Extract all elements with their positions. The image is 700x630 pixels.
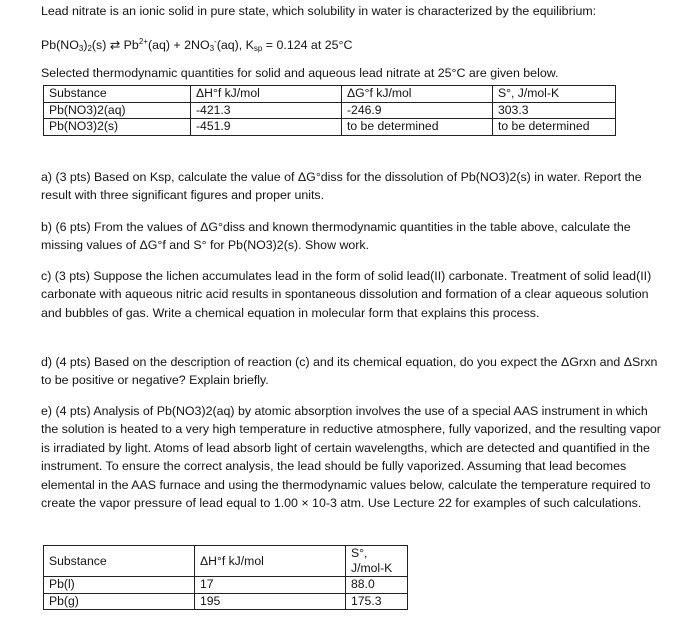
- header-cell: ΔG°f kJ/mol: [342, 86, 493, 103]
- table-cell: -246.9: [342, 102, 493, 119]
- header-cell: Substance: [44, 546, 195, 577]
- table-cell: 175.3: [346, 593, 408, 610]
- equilibrium-equation: $Pb(NO_3)_2(s)$ ⇄ $Pb^{2+}(aq) + 2NO_3^-(aq)$, $K_{sp} = 0.124$ at 25°C: [41, 37, 353, 53]
- header-cell: Substance: [44, 86, 191, 103]
- table-cell: -421.3: [191, 102, 342, 119]
- table-cell: -451.9: [191, 119, 342, 136]
- header-cell: ΔH°f kJ/mol: [195, 546, 346, 577]
- table-cell: 88.0: [346, 577, 408, 594]
- header-cell: ΔH°f kJ/mol: [191, 86, 342, 103]
- table-caption: Selected thermodynamic quantities for solid and aqueous lead nitrate at 25°C are given below.: [41, 66, 559, 80]
- table-cell: to be determined: [493, 119, 616, 136]
- table-header-row: [44, 546, 408, 577]
- table-cell: Pb(NO3)2(s): [44, 119, 191, 136]
- table-cell: Pb(g): [44, 593, 195, 610]
- intro-text: Lead nitrate is an ionic solid in pure state, which solubility in water is characterized by the equilibrium:: [41, 4, 597, 18]
- question-e: e) (4 pts) Analysis of Pb(NO3)2(aq) by atomic absorption involves the use of a special AAS instrument in which the solution is heated to a very high temperature in reductive atmosphere, fully vaporized, and the resulting vapor is irradiated by light. Atoms of lead absorb light of certain wavelengths, which are detected and quantified in the instrument. To ensure the correct analysis, the lead should be fully vaporized. Assuming that lead becomes elemental in the AAS furnace and using the thermodynamic values below, calculate the temperature required to create the vapor pressure of lead equal to 1.00 × 10-3 atm. Use Lecture 22 for examples of such calculations.: [41, 404, 661, 511]
- table-cell: 17: [195, 577, 346, 594]
- question-c: c) (3 pts) Suppose the lichen accumulates lead in the form of solid lead(II) carbonate. Treatment of solid lead(II) carbonate with aqueous nitric acid results in spontaneous dissolution and formation of a clear aqueous solution and bubbles of gas. Write a chemical equation in molecular form that explains this process.: [41, 269, 652, 320]
- table-cell: 195: [195, 593, 346, 610]
- question-a: a) (3 pts) Based on Ksp, calculate the value of ΔG°diss for the dissolution of Pb(NO3)2(s) in water. Report the result with three significant figures and proper units.: [41, 170, 642, 203]
- table-cell: Pb(l): [44, 577, 195, 594]
- table-row: [44, 577, 408, 594]
- table-row: [44, 102, 616, 119]
- table-cell: Pb(NO3)2(aq): [44, 102, 191, 119]
- table-row: [44, 119, 616, 136]
- header-cell: S°, J/mol-K: [346, 546, 408, 577]
- question-d: d) (4 pts) Based on the description of reaction (c) and its chemical equation, do you expect the ΔGrxn and ΔSrxn to be positive or negative? Explain briefly.: [41, 355, 658, 388]
- table-row: [44, 593, 408, 610]
- question-b: b) (6 pts) From the values of ΔG°diss and known thermodynamic quantities in the table above, calculate the missing values of ΔG°f and S° for Pb(NO3)2(s). Show work.: [41, 220, 631, 253]
- table-header-row: [44, 86, 616, 103]
- header-cell: S°, J/mol-K: [493, 86, 616, 103]
- table-cell: to be determined: [342, 119, 493, 136]
- lead-nitrate-thermo-table: [43, 85, 616, 136]
- lead-thermo-table: [43, 545, 408, 610]
- table-cell: 303.3: [493, 102, 616, 119]
